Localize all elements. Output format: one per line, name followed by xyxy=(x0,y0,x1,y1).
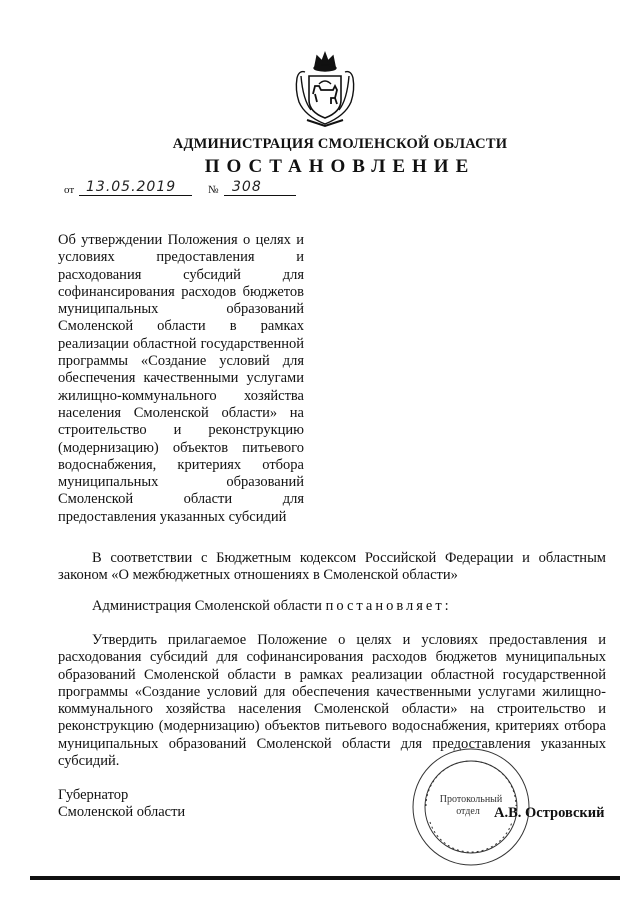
signatory-name: А.В. Островский xyxy=(494,805,605,821)
smolensk-coat-of-arms-emblem xyxy=(291,50,359,130)
document-subject: Об утверждении Положения о целях и условиях предоставления и расходования субсидий для софинансирования расходов бюджетов муниципальных образований Смоленской области в рамках реализации областной государственной программы «Создание условий для обеспечения качественными услугами жилищно-коммунального хозяйства населения Смоленской области» на строительство и реконструкцию (модернизацию) объектов питьевого водоснабжения, критериях отбора муниципальных образований Смоленской области для предоставления указанных субсидий xyxy=(58,232,304,525)
signatory-title-line1: Губернатор xyxy=(58,787,129,803)
stamp-inner-line1: Протокольный xyxy=(439,794,503,805)
legal-basis-paragraph: В соответствии с Бюджетным кодексом Российской Федерации и областным законом «О межбюджетных отношениях в Смоленской области» xyxy=(58,550,606,584)
date-label: от xyxy=(64,184,75,196)
signatory-title-line2: Смоленской области xyxy=(58,804,186,821)
decree-clause-lead: Администрация Смоленской области xyxy=(92,598,322,614)
number-value: 308 xyxy=(232,179,262,195)
date-number-line xyxy=(64,180,304,198)
decree-clause-verb: постановляет: xyxy=(325,598,452,614)
number-label: № xyxy=(208,184,219,196)
decree-clause xyxy=(58,598,606,615)
bottom-rule xyxy=(30,876,620,880)
signatory-title xyxy=(58,787,185,822)
document-type-title: ПОСТАНОВЛЕНИЕ xyxy=(204,156,476,177)
stamp-inner-line2: отдел xyxy=(456,806,480,817)
organization-name: АДМИНИСТРАЦИЯ СМОЛЕНСКОЙ ОБЛАСТИ xyxy=(172,136,508,152)
resolution-paragraph: Утвердить прилагаемое Положение о целях и условиях предоставления и расходования субсидий для софинансирования расходов бюджетов муниципальных образований Смоленской области в рамках реализации областной государственной программы «Создание условий для обеспечения качественными услугами жилищно-коммунального хозяйства населения Смоленской области» на строительство и реконструкцию (модернизацию) объектов питьевого водоснабжения, критериях отбора муниципальных образований Смоленской области для предоставления указанных субсидий. xyxy=(58,632,606,770)
date-value: 13.05.2019 xyxy=(86,179,177,195)
